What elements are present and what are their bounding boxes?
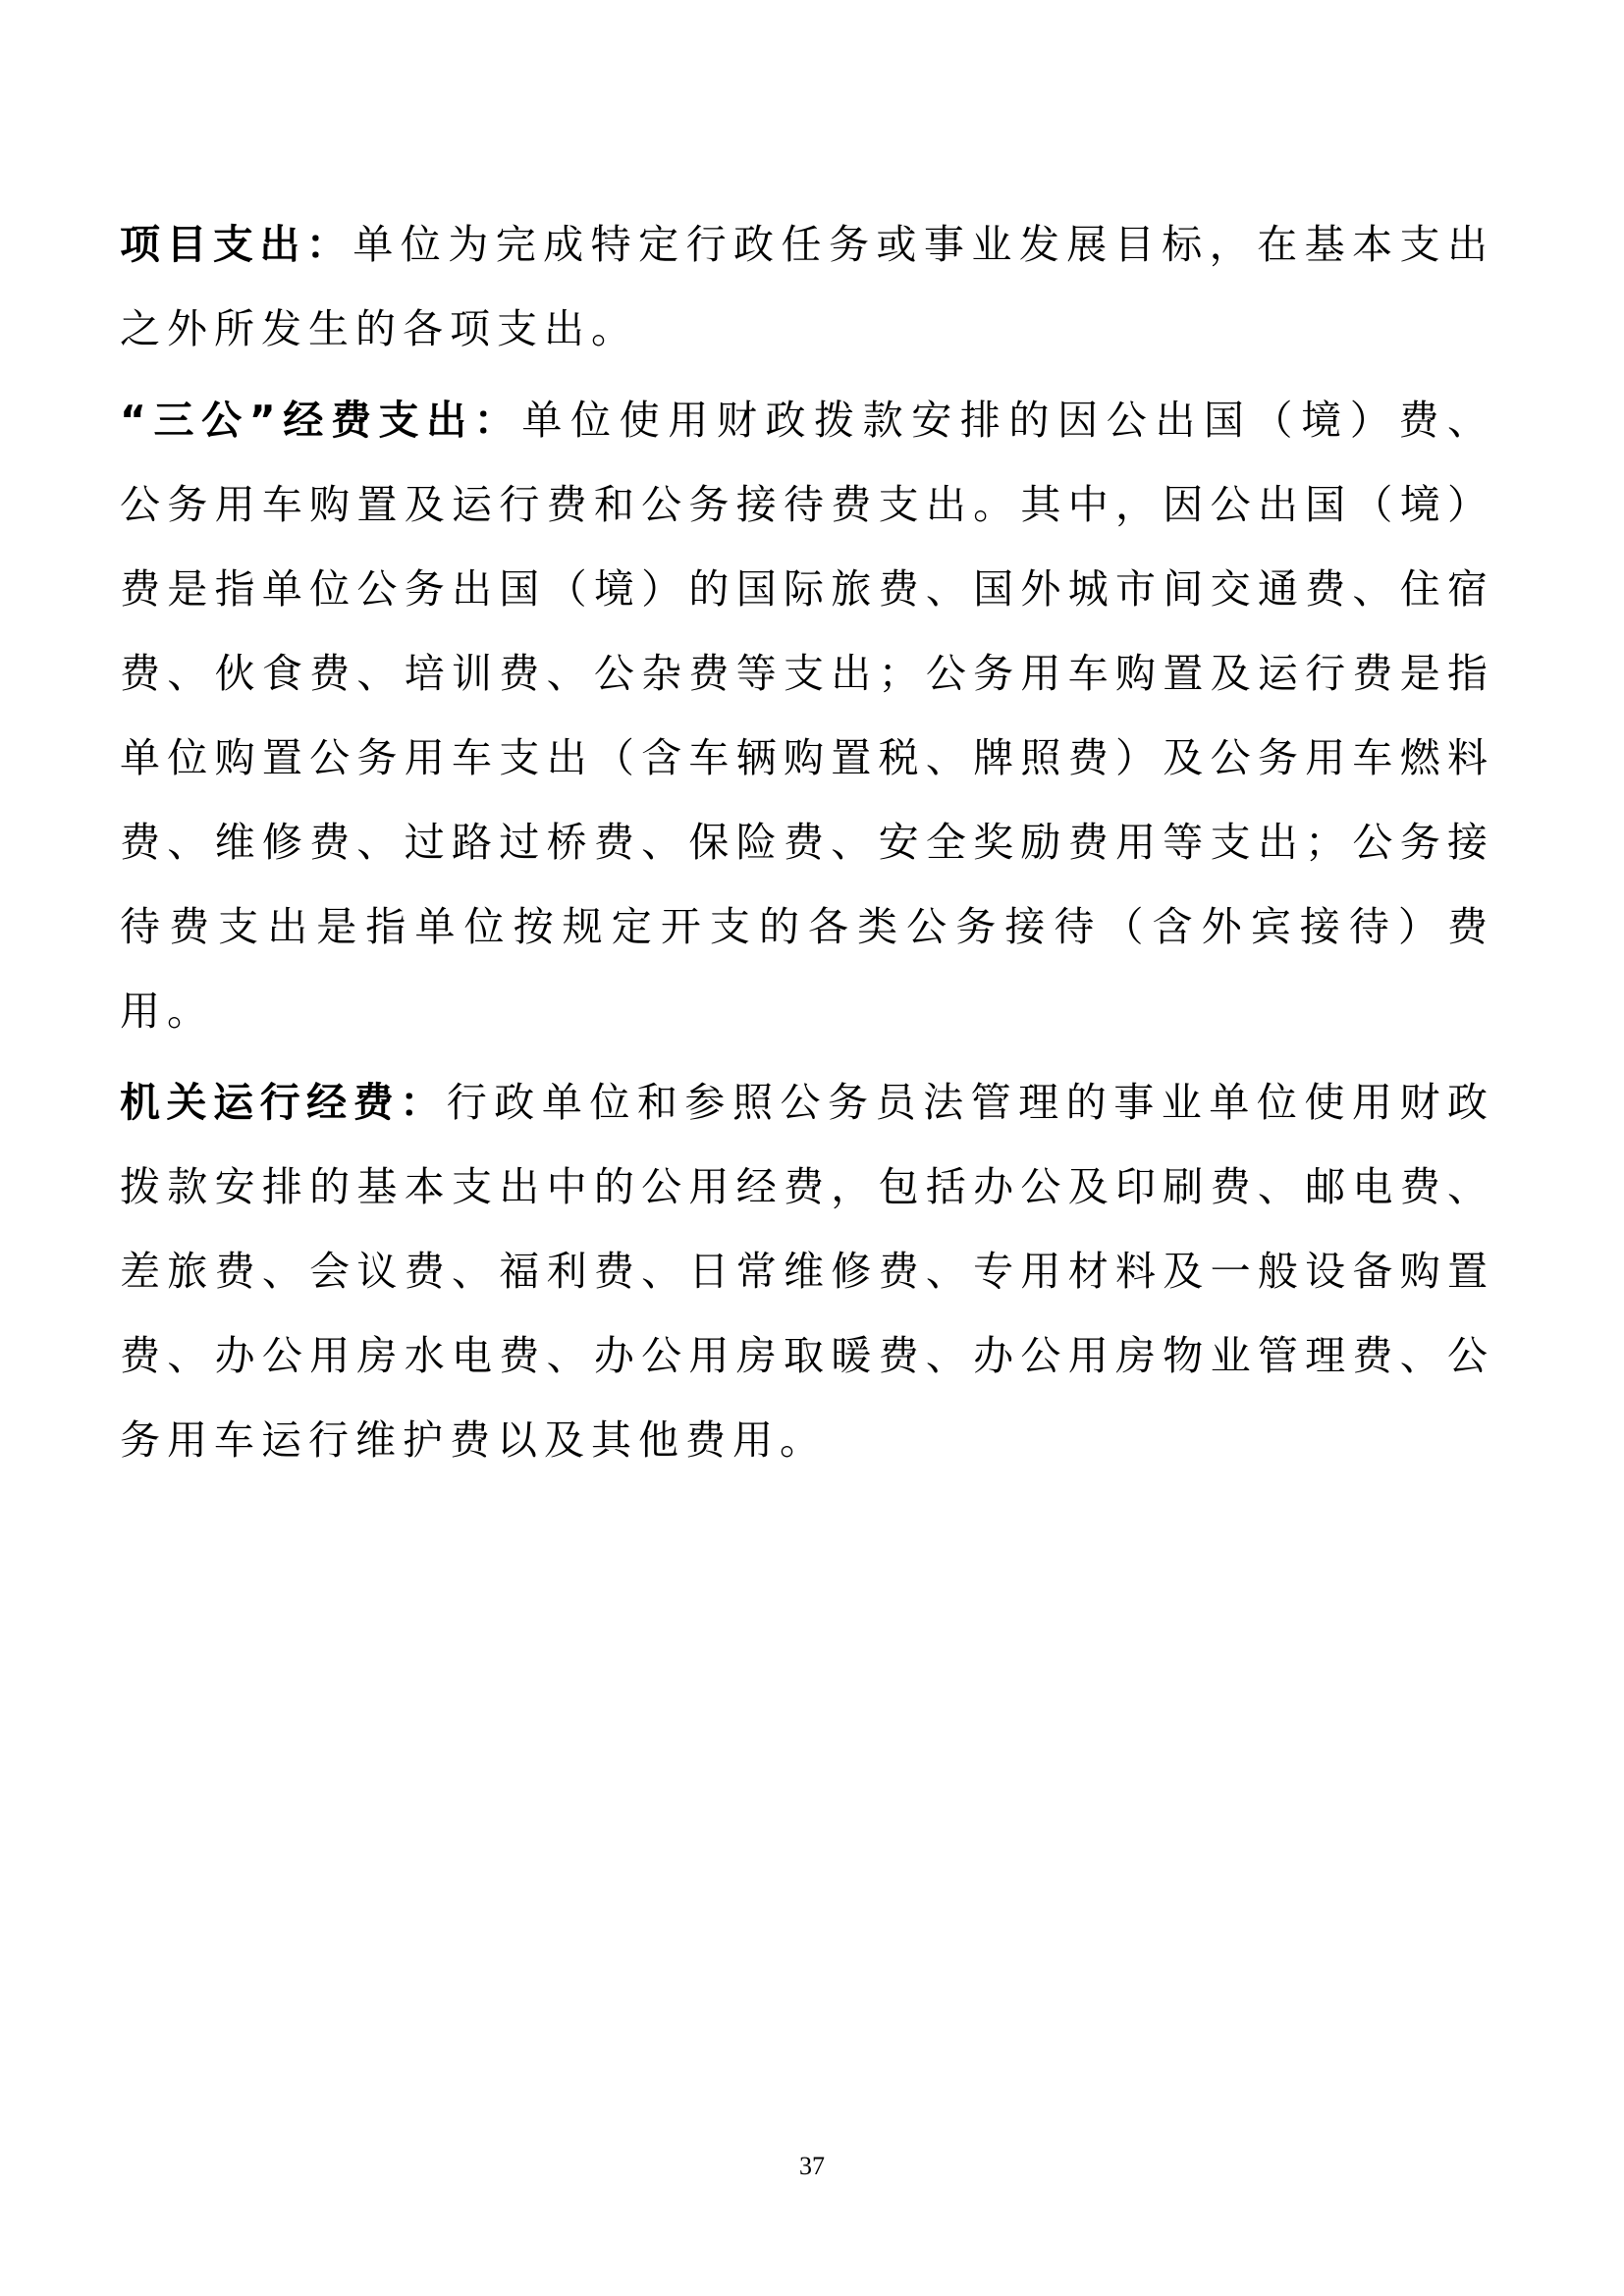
definition-three-public-expenses [120, 378, 1494, 1053]
definition-term: 机关运行经费： [120, 1079, 447, 1126]
definition-text: 行政单位和参照公务员法管理的事业单位使用财政拨款安排的基本支出中的公用经费，包括办公及印刷费、邮电费、差旅费、会议费、福利费、日常维修费、专用材料及一般设备购置费、办公用房水电费、办公用房取暖费、办公用房物业管理费、公务用车运行维护费以及其他费用。 [120, 1079, 1494, 1464]
definition-project-expenditure [120, 202, 1494, 371]
definition-text: 单位使用财政拨款安排的因公出国（境）费、公务用车购置及运行费和公务接待费支出。其中，因公出国（境）费是指单位公务出国（境）的国际旅费、国外城市间交通费、住宿费、伙食费、培训费、公杂费等支出；公务用车购置及运行费是指单位购置公务用车支出（含车辆购置税、牌照费）及公务用车燃料费、维修费、过路过桥费、保险费、安全奖励费用等支出；公务接待费支出是指单位按规定开支的各类公务接待（含外宾接待）费用。 [120, 397, 1494, 1035]
definition-agency-operating-funds [120, 1060, 1494, 1482]
definition-term: “三公”经费支出： [120, 397, 522, 444]
definition-text: 单位为完成特定行政任务或事业发展目标，在基本支出之外所发生的各项支出。 [120, 221, 1495, 352]
document-body [120, 202, 1494, 1482]
page-number: 37 [799, 2152, 825, 2180]
definition-term: 项目支出： [120, 221, 353, 268]
